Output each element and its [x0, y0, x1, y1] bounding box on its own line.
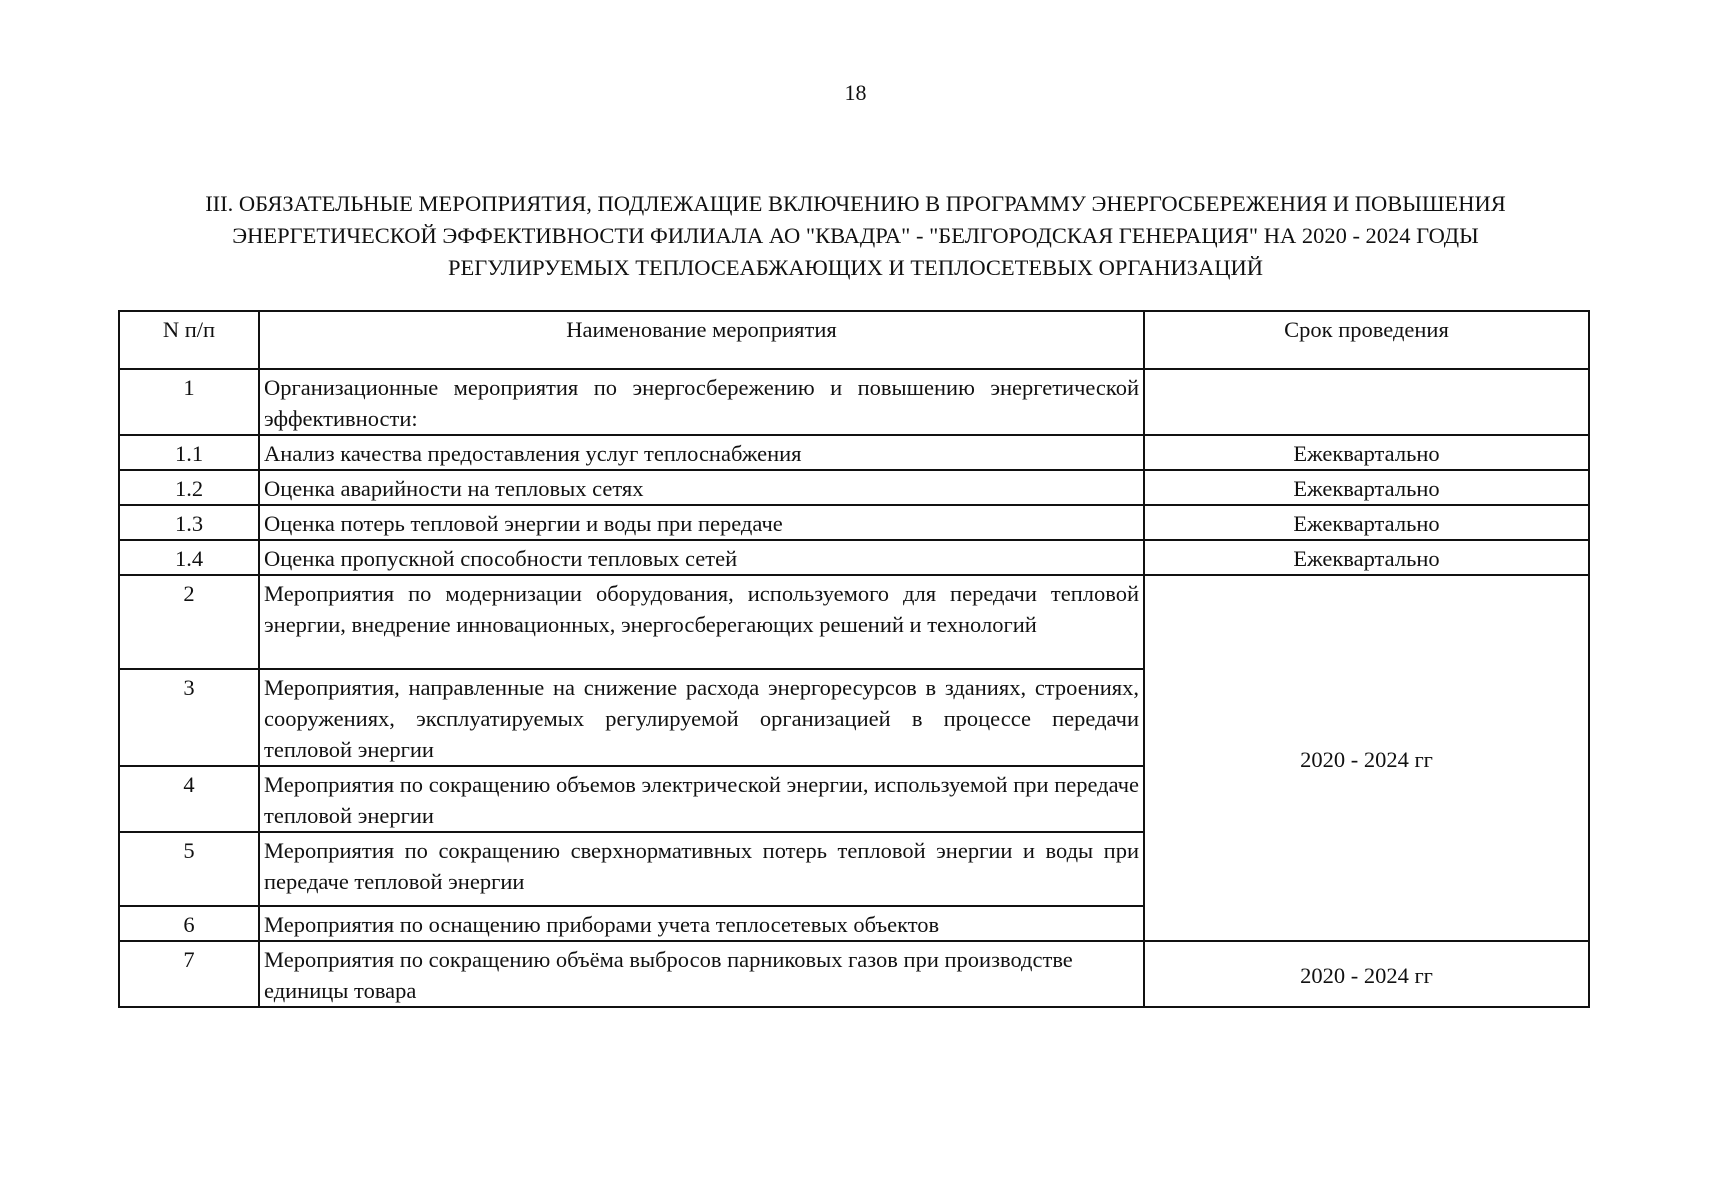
row-name: Мероприятия, направленные на снижение расхода энергоресурсов в зданиях, строениях, сооружениях, эксплуатируемых регулируемой организацией в процессе передачи тепловой энергии [259, 669, 1144, 766]
title-line-2: ЭНЕРГЕТИЧЕСКОЙ ЭФФЕКТИВНОСТИ ФИЛИАЛА АО "КВАДРА" - "БЕЛГОРОДСКАЯ ГЕНЕРАЦИЯ" НА 2020 - 2024 ГОДЫ [232, 223, 1479, 248]
header-term: Срок проведения [1144, 311, 1589, 369]
row-term: 2020 - 2024 гг [1144, 941, 1589, 1007]
row-number: 1 [119, 369, 259, 435]
table-row [119, 435, 1589, 470]
row-term: Ежеквартально [1144, 435, 1589, 470]
table-row [119, 470, 1589, 505]
row-name: Мероприятия по сокращению объёма выбросов парниковых газов при производстве единицы товара [259, 941, 1144, 1007]
row-name: Мероприятия по оснащению приборами учета теплосетевых объектов [259, 906, 1144, 941]
row-number: 1.4 [119, 540, 259, 575]
table-row [119, 369, 1589, 435]
row-number: 1.1 [119, 435, 259, 470]
table-row [119, 575, 1589, 669]
row-number: 6 [119, 906, 259, 941]
row-name: Мероприятия по сокращению сверхнормативных потерь тепловой энергии и воды при передаче тепловой энергии [259, 832, 1144, 906]
row-number: 3 [119, 669, 259, 766]
row-name: Оценка аварийности на тепловых сетях [259, 470, 1144, 505]
row-name: Оценка пропускной способности тепловых сетей [259, 540, 1144, 575]
title-line-1: III. ОБЯЗАТЕЛЬНЫЕ МЕРОПРИЯТИЯ, ПОДЛЕЖАЩИЕ ВКЛЮЧЕНИЮ В ПРОГРАММУ ЭНЕРГОСБЕРЕЖЕНИЯ И ПОВЫШЕНИЯ [205, 191, 1506, 216]
row-number: 4 [119, 766, 259, 832]
row-number: 2 [119, 575, 259, 669]
row-name: Организационные мероприятия по энергосбережению и повышению энергетической эффективности: [259, 369, 1144, 435]
document-title [120, 188, 1591, 284]
table-row [119, 540, 1589, 575]
row-number: 1.2 [119, 470, 259, 505]
merged-term-cell: 2020 - 2024 гг [1144, 575, 1589, 941]
header-name: Наименование мероприятия [259, 311, 1144, 369]
row-term: Ежеквартально [1144, 540, 1589, 575]
measures-table [118, 310, 1590, 1008]
row-name: Мероприятия по модернизации оборудования, используемого для передачи тепловой энергии, внедрение инновационных, энергосберегающих решений и технологий [259, 575, 1144, 669]
table-row [119, 505, 1589, 540]
row-number: 5 [119, 832, 259, 906]
row-name: Мероприятия по сокращению объемов электрической энергии, используемой при передаче тепловой энергии [259, 766, 1144, 832]
row-number: 1.3 [119, 505, 259, 540]
table-row [119, 941, 1589, 1007]
header-number: N п/п [119, 311, 259, 369]
table-header-row [119, 311, 1589, 369]
row-term [1144, 369, 1589, 435]
title-line-3: РЕГУЛИРУЕМЫХ ТЕПЛОСЕАБЖАЮЩИХ И ТЕПЛОСЕТЕВЫХ ОРГАНИЗАЦИЙ [448, 255, 1263, 280]
row-number: 7 [119, 941, 259, 1007]
row-term: Ежеквартально [1144, 505, 1589, 540]
row-name: Анализ качества предоставления услуг теплоснабжения [259, 435, 1144, 470]
page-number: 18 [844, 80, 867, 105]
row-term: Ежеквартально [1144, 470, 1589, 505]
row-name: Оценка потерь тепловой энергии и воды при передаче [259, 505, 1144, 540]
